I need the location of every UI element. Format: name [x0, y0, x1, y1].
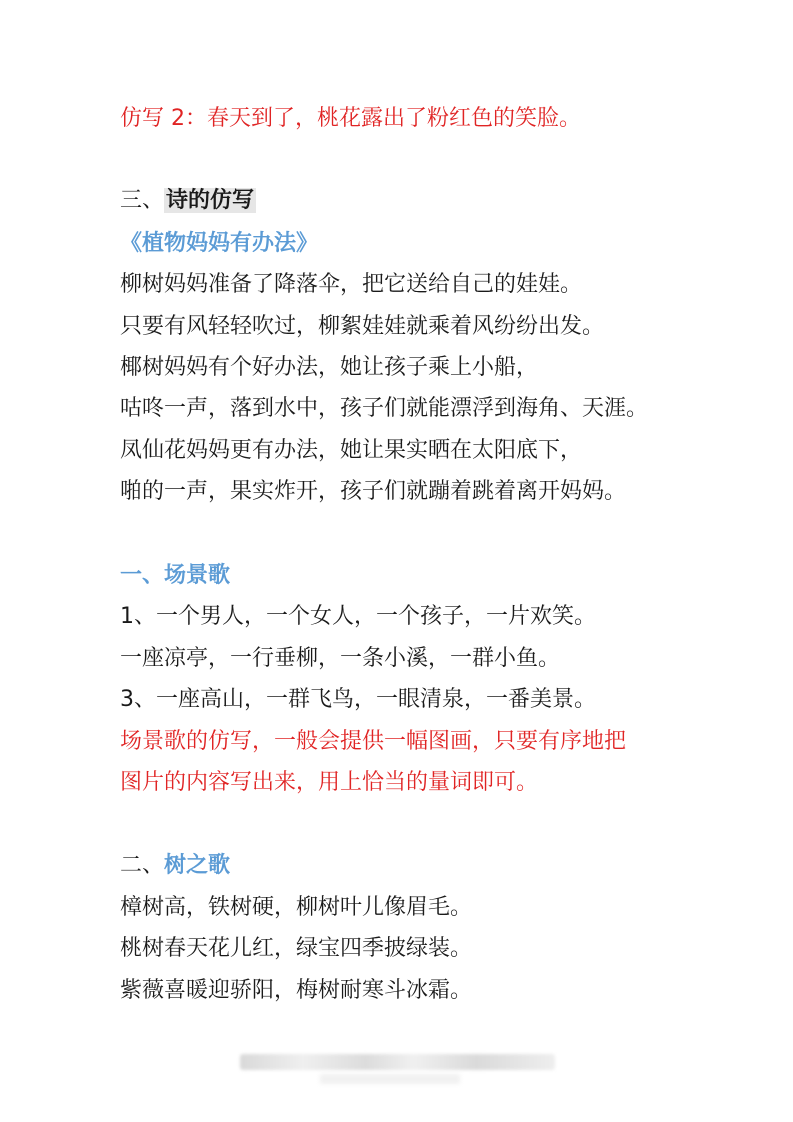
section-title: 树之歌: [164, 853, 231, 878]
poem-line: 只要有风轻轻吹过，柳絮娃娃就乘着风纷纷出发。: [120, 314, 605, 339]
poem-title: 《植物妈妈有办法》: [120, 231, 319, 256]
scene-song-line: 1、一个男人，一个女人，一个孩子，一片欢笑。: [120, 604, 596, 629]
poem-line: 咕咚一声，落到水中，孩子们就能漂浮到海角、天涯。: [120, 396, 649, 421]
tree-song-line: 桃树春天花儿红，绿宝四季披绿装。: [120, 936, 473, 961]
tree-song-line: 樟树高，铁树硬，柳树叶儿像眉毛。: [120, 895, 473, 920]
section-heading-poem-imitation: [120, 186, 256, 216]
scene-song-line: 一座凉亭，一行垂柳，一条小溪，一群小鱼。: [120, 646, 561, 671]
poem-line: 椰树妈妈有个好办法，她让孩子乘上小船，: [120, 355, 539, 380]
poem-line: 凤仙花妈妈更有办法，她让果实晒在太阳底下，: [120, 438, 583, 463]
imitation-example-2: 仿写 2：春天到了，桃花露出了粉红色的笑脸。: [120, 106, 581, 131]
blurred-footer-watermark: [240, 1054, 555, 1070]
poem-line: 啪的一声，果实炸开，孩子们就蹦着跳着离开妈妈。: [120, 479, 627, 504]
blurred-footer-watermark: [320, 1074, 460, 1084]
section-number: 二、: [120, 853, 165, 878]
scene-song-line: 3、一座高山，一群飞鸟，一眼清泉，一番美景。: [120, 687, 596, 712]
scene-song-tip: 场景歌的仿写，一般会提供一幅图画，只要有序地把: [120, 729, 627, 754]
section-heading-scene-song: 一、场景歌: [120, 563, 231, 588]
section-title: 诗的仿写: [166, 188, 255, 213]
section-heading-tree-song: [120, 851, 230, 881]
poem-line: 柳树妈妈准备了降落伞，把它送给自己的娃娃。: [120, 272, 583, 297]
section-number: 三、: [120, 188, 165, 213]
tree-song-line: 紫薇喜暖迎骄阳，梅树耐寒斗冰霜。: [120, 978, 473, 1003]
scene-song-tip: 图片的内容写出来，用上恰当的量词即可。: [120, 770, 539, 795]
